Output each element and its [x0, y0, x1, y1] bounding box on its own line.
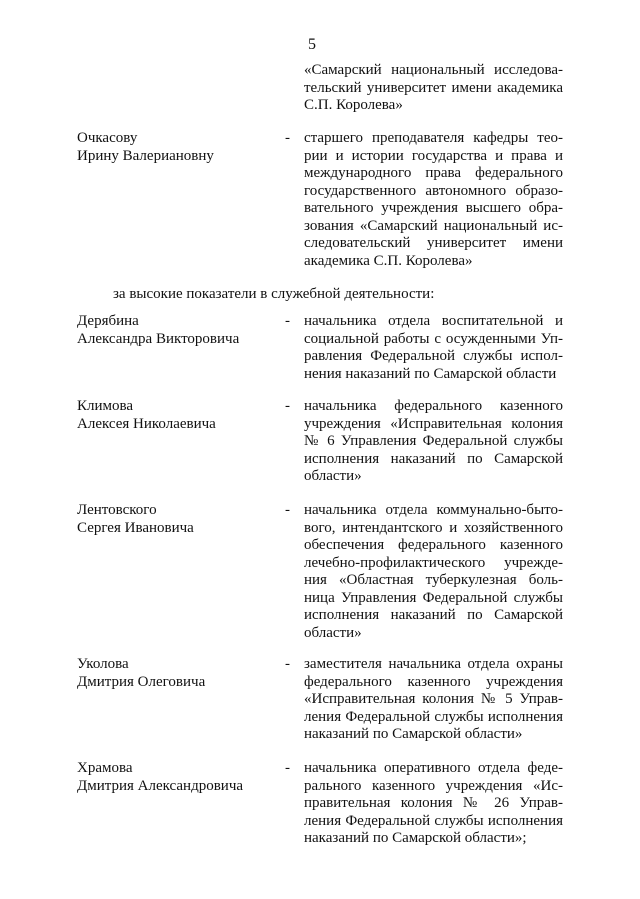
given-name: Алексея Николаевича	[77, 415, 216, 432]
dash-separator: -	[285, 130, 290, 146]
text-line: наказаний по Самарской области»;	[304, 830, 527, 846]
text-line: начальника отдела воспитательной и	[304, 313, 563, 329]
text-line: начальника отдела коммунально-быто-	[304, 502, 563, 518]
surname: Дерябина	[77, 313, 139, 329]
text-line: заместителя начальника отдела охраны	[304, 656, 563, 672]
text-line: учреждения «Исправительная колония	[304, 415, 563, 432]
surname: Климова	[77, 398, 134, 414]
text-line: обеспечения федерального казенного	[304, 537, 563, 553]
person-name	[77, 398, 282, 433]
dash-separator: -	[285, 656, 290, 672]
person-name	[77, 502, 282, 537]
text-line: начальника федерального казенного	[304, 398, 563, 414]
text-line: исполнения наказаний по Самарской	[304, 450, 563, 467]
text-line: федерального казенного учреждения	[304, 673, 563, 690]
surname: Очкасову	[77, 130, 138, 146]
text-line: государственного автономного образо-	[304, 182, 563, 199]
given-name: Дмитрия Олеговича	[77, 673, 206, 690]
person-name	[77, 313, 282, 348]
text-line: «Исправительная колония № 5 Управ-	[304, 691, 563, 707]
text-line: тельский университет имени академика	[304, 79, 563, 96]
text-line: социальной работы с осужденными Уп-	[304, 330, 563, 347]
given-name: Сергея Ивановича	[77, 519, 194, 536]
text-line: вательного учреждения высшего обра-	[304, 200, 563, 216]
position-description	[304, 760, 563, 848]
text-line: «Самарский национальный исследова-	[304, 62, 563, 78]
position-description	[304, 313, 563, 383]
position-description	[304, 130, 563, 270]
text-line: лечебно-профилактического учрежде-	[304, 554, 563, 571]
text-line: нения наказаний по Самарской области	[304, 365, 557, 382]
text-line: вого, интендантского и хозяйственного	[304, 519, 563, 536]
text-line: международного права федерального	[304, 165, 563, 181]
text-line: наказаний по Самарской области»	[304, 726, 523, 742]
text-line: ления Федеральной службы исполнения	[304, 812, 563, 829]
text-line: следовательский университет имени	[304, 235, 563, 251]
dash-separator: -	[285, 398, 290, 414]
surname: Лентовского	[77, 502, 157, 518]
text-line: области»	[304, 624, 362, 641]
text-line: ления Федеральной службы исполнения	[304, 708, 563, 725]
position-description	[304, 656, 563, 744]
text-line: правительная колония № 26 Управ-	[304, 795, 563, 811]
surname: Уколова	[77, 656, 129, 672]
position-description	[304, 502, 563, 642]
given-name: Александра Викторовича	[77, 330, 240, 347]
given-name: Ирину Валериановну	[77, 147, 214, 164]
surname: Храмова	[77, 760, 133, 776]
text-line: равления Федеральной службы испол-	[304, 348, 563, 364]
person-name	[77, 656, 282, 691]
person-name	[77, 130, 282, 165]
position-description	[304, 398, 563, 486]
dash-separator: -	[285, 502, 290, 518]
text-line: области»	[304, 468, 362, 484]
text-line: ния «Областная туберкулезная боль-	[304, 572, 563, 588]
dash-separator: -	[285, 313, 290, 329]
text-line: С.П. Королева»	[304, 97, 403, 113]
given-name: Дмитрия Александровича	[77, 777, 244, 794]
text-line: зования «Самарский национальный ис-	[304, 217, 563, 234]
text-line: № 6 Управления Федеральной службы	[304, 433, 563, 449]
page-number: 5	[308, 36, 316, 53]
text-line: исполнения наказаний по Самарской	[304, 607, 563, 623]
dash-separator: -	[285, 760, 290, 776]
text-line: рии и истории государства и права и	[304, 147, 563, 164]
text-line: ница Управления Федеральной службы	[304, 589, 563, 606]
text-line: рального казенного учреждения «Ис-	[304, 777, 563, 794]
continuation-text	[304, 62, 563, 115]
person-name	[77, 760, 282, 795]
text-line: начальника оперативного отдела феде-	[304, 760, 563, 776]
section-heading: за высокие показатели в служебной деятельности:	[113, 286, 435, 302]
text-line: академика С.П. Королева»	[304, 252, 473, 269]
text-line: старшего преподавателя кафедры тео-	[304, 130, 563, 146]
